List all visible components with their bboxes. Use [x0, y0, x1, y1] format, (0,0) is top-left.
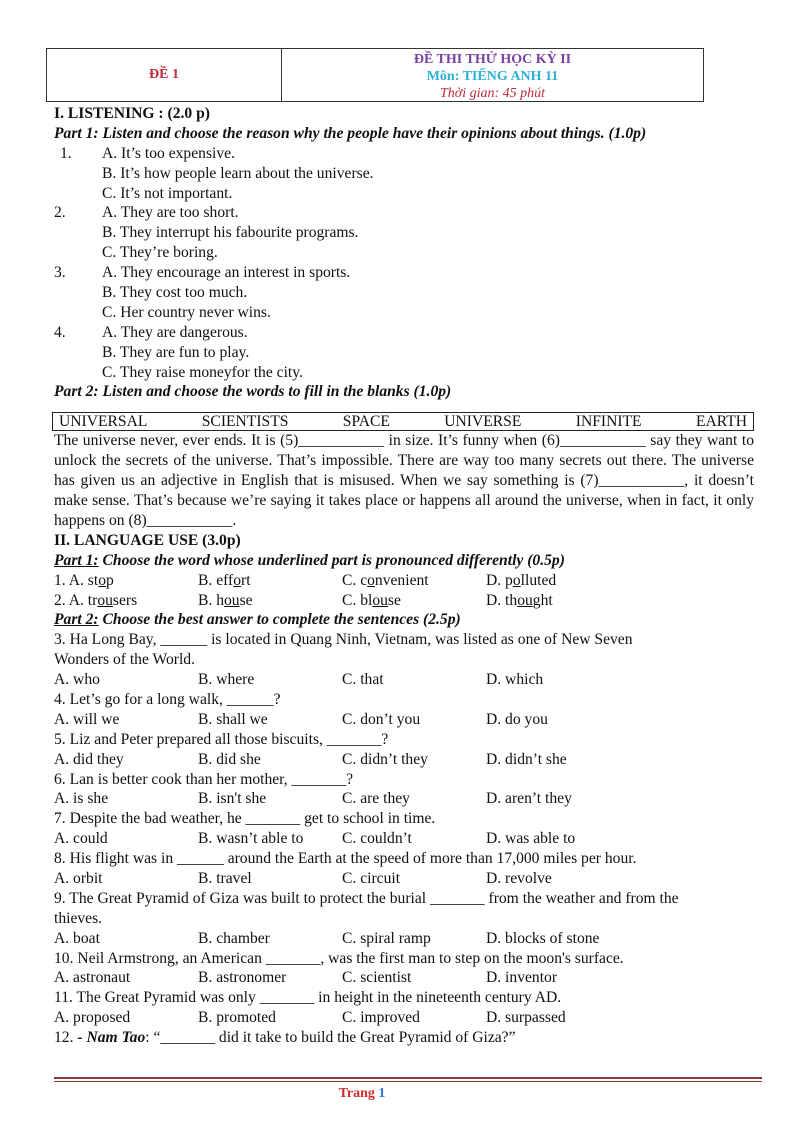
pron-option: C. blouse [342, 591, 401, 609]
question-number: 2. [54, 204, 66, 222]
option: C. circuit [342, 870, 401, 888]
exam-header [46, 48, 704, 102]
option: A. will we [54, 710, 120, 728]
option: D. inventor [486, 969, 558, 987]
option: C. They raise moneyfor the city. [102, 363, 303, 381]
option: A. could [54, 830, 108, 848]
option: D. revolve [486, 870, 552, 888]
option: C. didn’t they [342, 750, 428, 768]
word-box-item: UNIVERSE [444, 413, 522, 431]
part-label: Part 1: [54, 551, 99, 569]
option: C. Her country never wins. [102, 303, 271, 321]
option: A. boat [54, 929, 100, 947]
question-text: 8. His flight was in ______ around the Earth at the speed of more than 17,000 miles per hour. [54, 850, 637, 868]
option: B. did she [198, 750, 261, 768]
option: A. proposed [54, 1009, 131, 1027]
question-item [54, 263, 759, 283]
question-item [54, 144, 759, 164]
option: B. wasn’t able to [198, 830, 304, 848]
question-text: 9. The Great Pyramid of Giza was built to protect the burial _______ from the weather and from the [54, 889, 679, 907]
question-item [54, 203, 759, 223]
option: D. blocks of stone [486, 929, 600, 947]
word-box-item: EARTH [695, 413, 747, 431]
pronunciation-row [54, 571, 759, 591]
option: A. It’s too expensive. [102, 144, 235, 162]
question-text: 3. Ha Long Bay, ______ is located in Quang Ninh, Vietnam, was listed as one of New Seven [54, 631, 633, 649]
listening-questions [54, 144, 759, 383]
option: B. It’s how people learn about the universe. [102, 164, 374, 182]
question-text: 5. Liz and Peter prepared all those biscuits, _______? [54, 730, 389, 748]
answer-options [54, 929, 759, 949]
pron-option: B. house [198, 591, 253, 609]
option: C. don’t you [342, 710, 421, 728]
part-instruction: Choose the word whose underlined part is pronounced differently (0.5p) [98, 551, 565, 569]
option: D. surpassed [486, 1009, 566, 1027]
answer-options [54, 829, 759, 849]
part-label: Part 2: [54, 611, 99, 629]
option: B. shall we [198, 710, 268, 728]
question-text: 11. The Great Pyramid was only _______ in height in the nineteenth century AD. [54, 989, 562, 1007]
answer-options [54, 670, 759, 690]
option: B. They cost too much. [102, 284, 248, 302]
option: D. aren’t they [486, 790, 572, 808]
question-number: 3. [54, 264, 66, 282]
option: C. spiral ramp [342, 929, 431, 947]
exam-info [282, 49, 703, 101]
section-heading-listening: I. LISTENING : (2.0 p) [54, 105, 210, 122]
listening-passage: The universe never, ever ends. It is (5)___________ in size. It’s funny when (6)___________ say they want to unlock the secrets of the universe. That’s impossible. There are way too many secrets out there. The universe has given us an adjective in English that is misused. When we say something is (7)___________, it doesn’t make sense. That’s because we’re saying it takes place or happens all around the universe, when in fact, it only happens on (8)___________. [54, 432, 754, 529]
question-number: 4. [54, 323, 66, 341]
question-text: 7. Despite the bad weather, he _______ get to school in time. [54, 810, 436, 828]
option: B. chamber [198, 929, 270, 947]
option: C. They’re boring. [102, 244, 218, 262]
option: C. are they [342, 790, 410, 808]
option: B. promoted [198, 1009, 276, 1027]
option: C. couldn’t [342, 830, 412, 848]
option: B. astronomer [198, 969, 287, 987]
option: D. was able to [486, 830, 576, 848]
option: C. It’s not important. [102, 184, 233, 202]
answer-options [54, 968, 759, 988]
question-item [54, 323, 759, 343]
footer-rule [54, 1077, 762, 1079]
option: A. They are too short. [102, 204, 239, 222]
page-footer [0, 1086, 724, 1102]
exam-subject: Môn: TIẾNG ANH 11 [426, 69, 559, 84]
page-label: Trang [338, 1086, 375, 1101]
option: A. They are dangerous. [102, 323, 248, 341]
word-box [52, 412, 754, 431]
pron-option: D. thought [486, 591, 553, 609]
question-text: Wonders of the World. [54, 651, 195, 669]
option: C. improved [342, 1009, 420, 1027]
word-box-item: UNIVERSAL [59, 413, 148, 431]
option: A. astronaut [54, 969, 131, 987]
exam-time: Thời gian: 45 phút [439, 86, 546, 101]
option: C. that [342, 671, 384, 689]
option: A. orbit [54, 870, 103, 888]
option: D. do you [486, 710, 548, 728]
option: B. isn't she [198, 790, 267, 808]
pron-option: D. polluted [486, 571, 557, 589]
answer-options [54, 789, 759, 809]
question-text: 6. Lan is better cook than her mother, _______? [54, 770, 354, 788]
pronunciation-row [54, 591, 759, 611]
question-number: 12. [54, 1029, 78, 1047]
option: A. is she [54, 790, 109, 808]
pron-option: 1. A. stop [54, 571, 114, 589]
question-text [54, 1028, 759, 1048]
pronunciation-heading [54, 551, 759, 571]
option: B. travel [198, 870, 252, 888]
pron-option: B. effort [198, 571, 251, 589]
answer-options [54, 710, 759, 730]
answer-options [54, 750, 759, 770]
word-box-item: INFINITE [575, 413, 642, 431]
question-text: thieves. [54, 909, 103, 927]
word-box-item: SCIENTISTS [201, 413, 289, 431]
word-box-item: SPACE [342, 413, 390, 431]
question-number: 1. [60, 144, 72, 162]
section-heading-language-use: II. LANGUAGE USE (3.0p) [54, 531, 241, 549]
option: B. They are fun to play. [102, 343, 250, 361]
part1-heading: Part 1: Listen and choose the reason why the people have their opinions about things. (1.0p) [54, 124, 647, 142]
option: A. did they [54, 750, 124, 768]
part2-heading: Part 2: Listen and choose the words to fill in the blanks (1.0p) [54, 383, 452, 401]
part-instruction: Choose the best answer to complete the sentences (2.5p) [98, 611, 461, 629]
pron-option: C. convenient [342, 571, 429, 589]
option: B. where [198, 671, 255, 689]
option: A. They encourage an interest in sports. [102, 264, 351, 282]
page-number: 1 [378, 1086, 386, 1101]
footer-rule [54, 1081, 762, 1082]
exam-content [54, 104, 759, 1048]
exam-title: ĐỀ THI THỬ HỌC KỲ II [413, 52, 572, 67]
answer-options [54, 869, 759, 889]
question-text: 10. Neil Armstrong, an American _______, was the first man to step on the moon's surface. [54, 949, 624, 967]
speaker-name: - Nam Tao [77, 1029, 146, 1047]
exam-code: ĐỀ 1 [47, 49, 282, 101]
option: B. They interrupt his fabourite programs. [102, 224, 359, 242]
option: D. which [486, 671, 544, 689]
mc-heading [54, 610, 759, 630]
question-body: : “_______ did it take to build the Great Pyramid of Giza?” [145, 1029, 516, 1047]
option: D. didn’t she [486, 750, 567, 768]
pron-option: 2. A. trousers [54, 591, 138, 609]
answer-options [54, 1008, 759, 1028]
option: A. who [54, 671, 100, 689]
option: C. scientist [342, 969, 412, 987]
question-text: 4. Let’s go for a long walk, ______? [54, 691, 281, 709]
